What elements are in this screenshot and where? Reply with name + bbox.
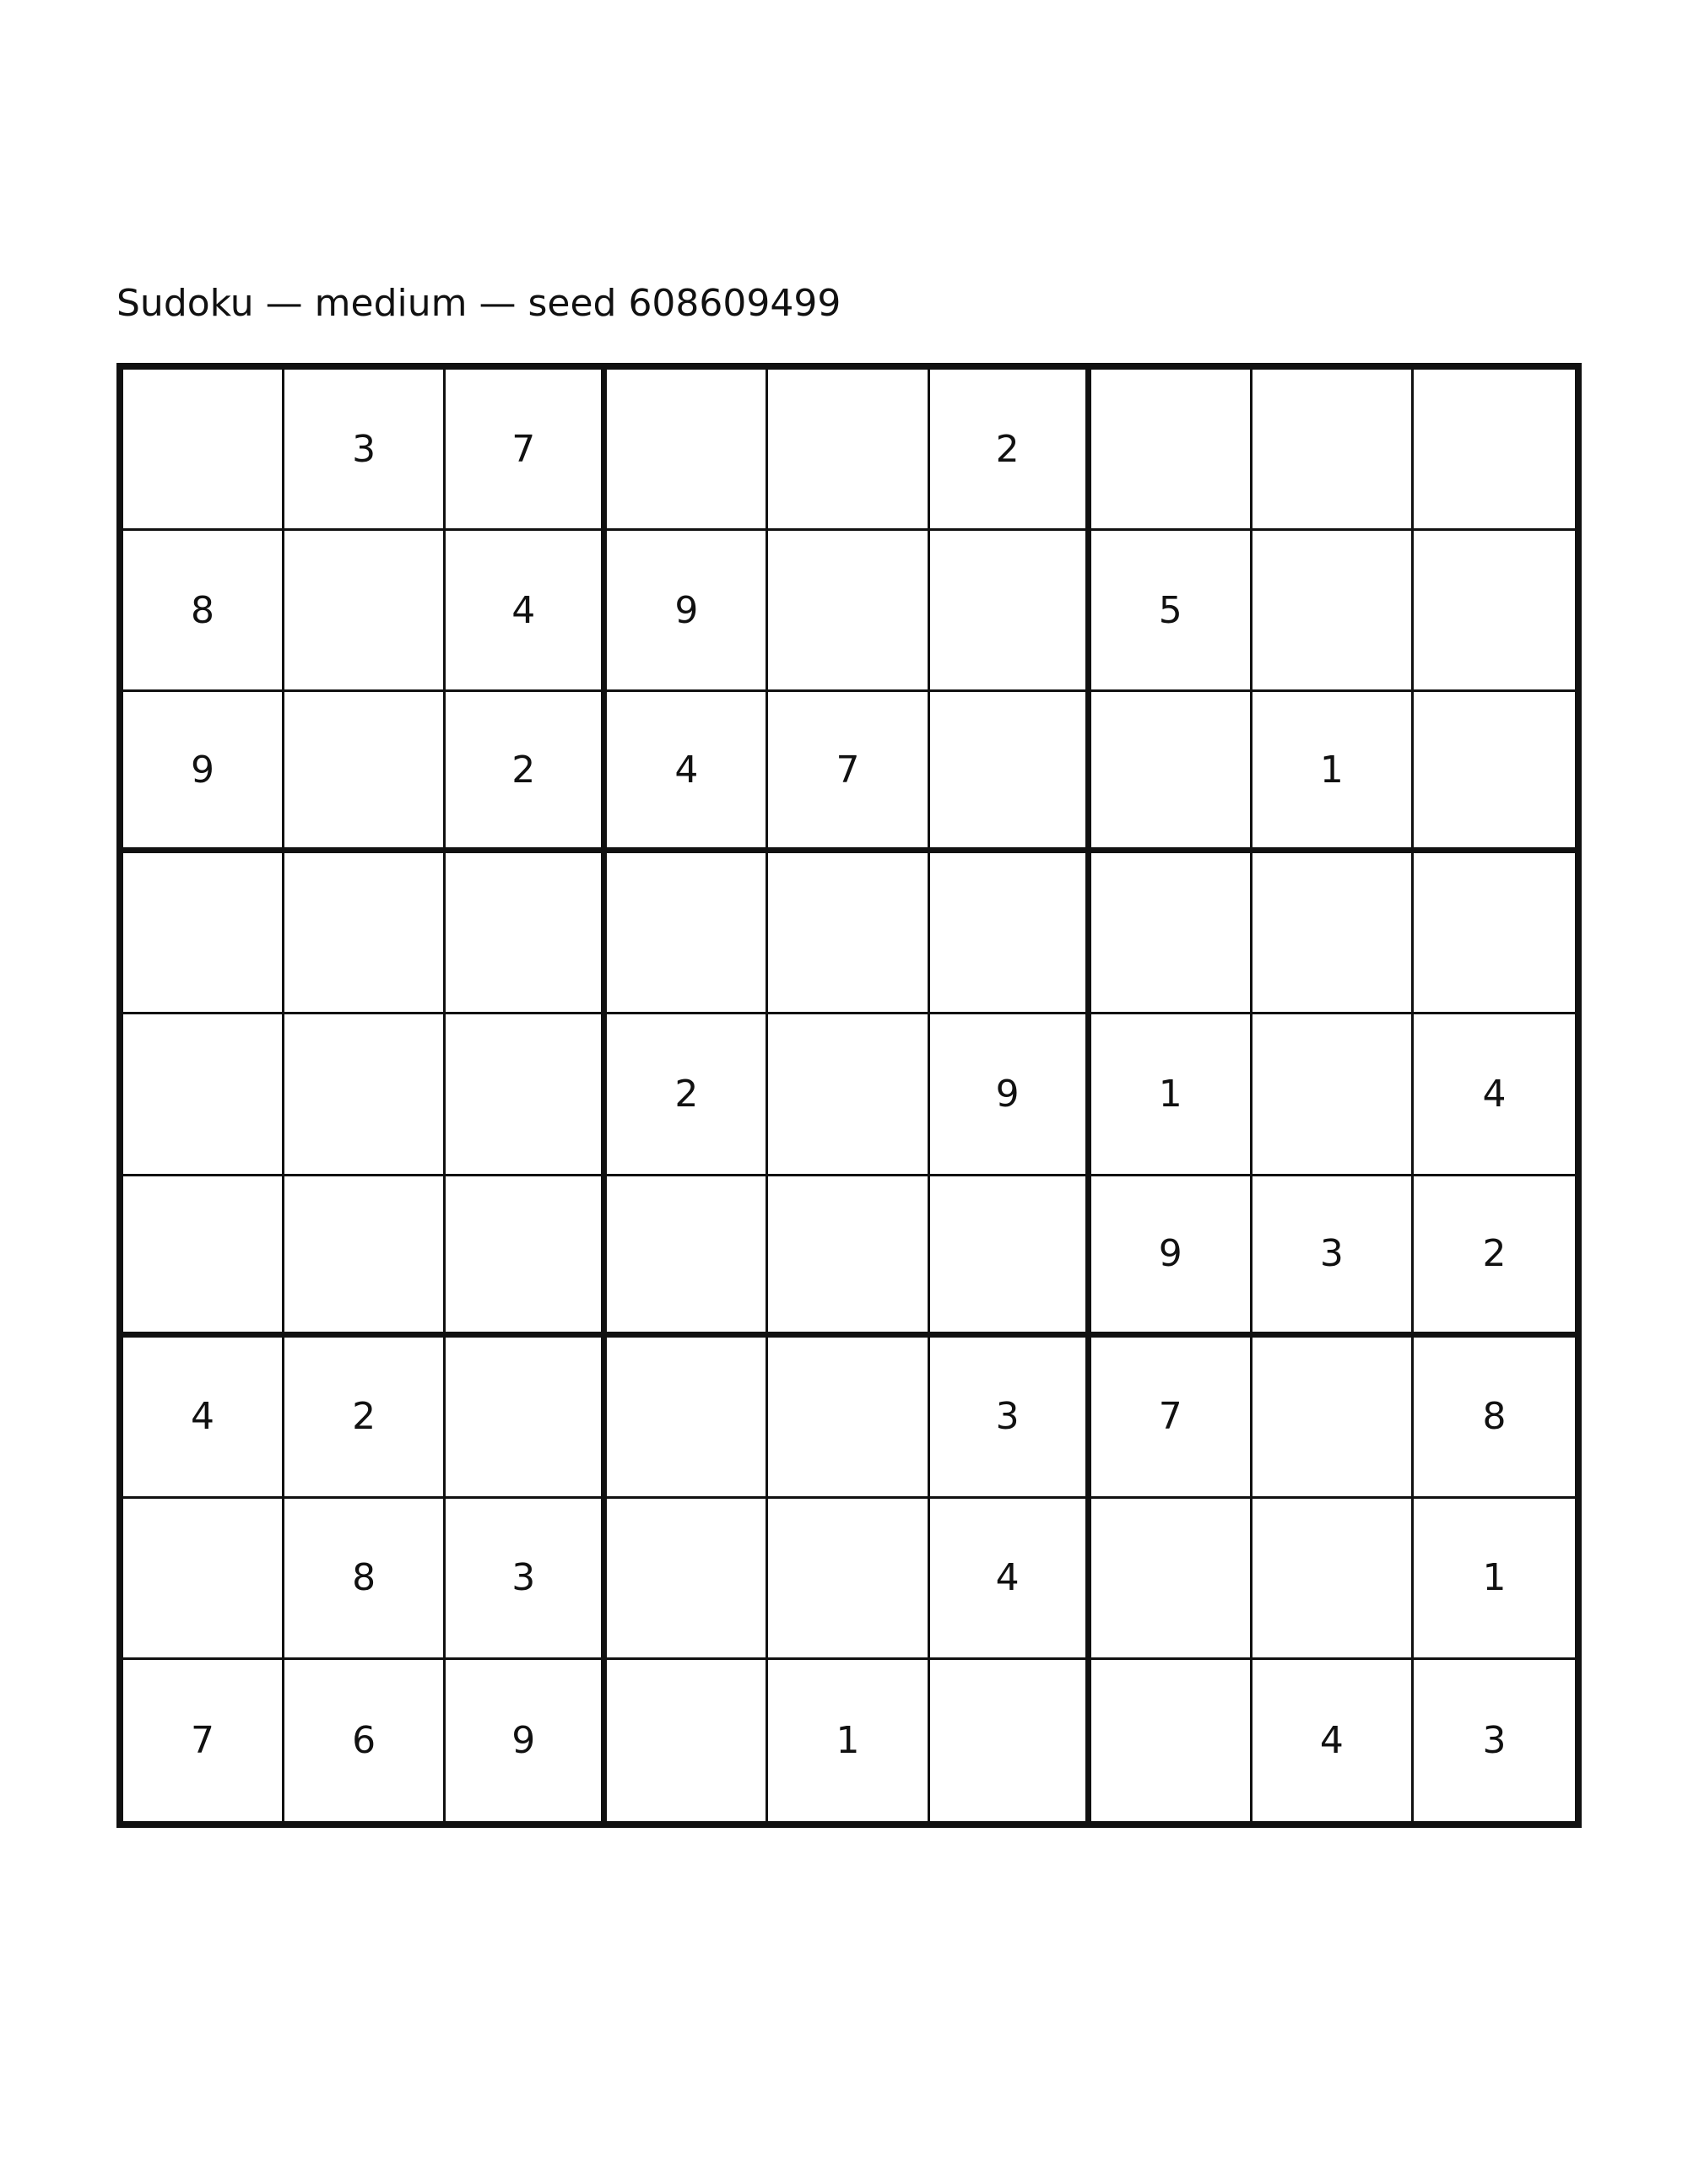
sudoku-cell-r1-c9[interactable]: [1414, 370, 1575, 531]
sudoku-cell-r5-c5[interactable]: [768, 1014, 929, 1176]
sudoku-cell-r3-c9[interactable]: [1414, 692, 1575, 853]
sudoku-cell-r9-c9[interactable]: 3: [1482, 1718, 1507, 1762]
sudoku-cell-r9-c3[interactable]: 9: [446, 1660, 607, 1821]
sudoku-cell-r3-c2[interactable]: [284, 692, 446, 853]
sudoku-cell-r8-c8[interactable]: [1252, 1499, 1414, 1660]
sudoku-cell-r6-c9[interactable]: 2: [1414, 1176, 1575, 1338]
sudoku-cell-r5-c2[interactable]: [284, 1014, 446, 1176]
sudoku-cell-r2-c9[interactable]: [1414, 531, 1575, 692]
sudoku-cell-r6-c7[interactable]: 9: [1091, 1176, 1252, 1338]
sudoku-cell-r1-c3[interactable]: 7: [446, 370, 607, 531]
sudoku-cell-r9-c5[interactable]: 1: [768, 1660, 929, 1821]
sudoku-cell-r2-c5[interactable]: [768, 531, 929, 692]
sudoku-cell-r2-c1[interactable]: 8: [123, 531, 284, 692]
sudoku-cell-r1-c4[interactable]: [607, 370, 768, 531]
sudoku-cell-r2-c8[interactable]: [1252, 531, 1414, 692]
sudoku-cell-r4-c2[interactable]: [284, 853, 446, 1014]
sudoku-cell-r6-c1[interactable]: [123, 1176, 284, 1338]
sudoku-cell-r3-c1[interactable]: 9: [123, 692, 284, 853]
sudoku-cell-r5-c1[interactable]: [123, 1014, 284, 1176]
sudoku-cell-r5-c6[interactable]: 9: [930, 1014, 1091, 1176]
sudoku-cell-r3-c7[interactable]: [1091, 692, 1252, 853]
sudoku-cell-r1-c7[interactable]: [1091, 370, 1252, 531]
sudoku-cell-r1-c6[interactable]: 2: [930, 370, 1091, 531]
sudoku-cell-r6-c6[interactable]: [930, 1176, 1091, 1338]
sudoku-cell-r9-c4[interactable]: [607, 1660, 768, 1821]
sudoku-cell-r4-c5[interactable]: [768, 853, 929, 1014]
sudoku-cell-r3-c8[interactable]: 1: [1252, 692, 1414, 853]
puzzle-title: Sudoku — medium — seed 608609499: [116, 282, 841, 325]
sudoku-cell-r7-c4[interactable]: [607, 1338, 768, 1499]
sudoku-cell-r7-c3[interactable]: [446, 1338, 607, 1499]
sudoku-cell-r2-c2[interactable]: [284, 531, 446, 692]
sudoku-cell-r1-c1[interactable]: [123, 370, 284, 531]
sudoku-cell-r7-c8[interactable]: [1252, 1338, 1414, 1499]
sudoku-cell-r5-c7[interactable]: 1: [1091, 1014, 1252, 1176]
sudoku-cell-r5-c3[interactable]: [446, 1014, 607, 1176]
sudoku-cell-r2-c7[interactable]: 5: [1091, 531, 1252, 692]
sudoku-cell-r8-c2[interactable]: 8: [284, 1499, 446, 1660]
sudoku-cell-r8-c9[interactable]: 1: [1414, 1499, 1575, 1660]
sudoku-cell-r9-c6[interactable]: [930, 1660, 1091, 1821]
sudoku-cell-r2-c3[interactable]: 4: [446, 531, 607, 692]
sudoku-cell-r7-c2[interactable]: 2: [284, 1338, 446, 1499]
sudoku-cell-r7-c6[interactable]: 3: [930, 1338, 1091, 1499]
sudoku-cell-r9-c8[interactable]: 4: [1252, 1660, 1414, 1821]
sudoku-cell-r8-c1[interactable]: [123, 1499, 284, 1660]
sudoku-cell-r1-c5[interactable]: [768, 370, 929, 531]
sudoku-cell-r3-c5[interactable]: 7: [768, 692, 929, 853]
sudoku-cell-r8-c3[interactable]: 3: [446, 1499, 607, 1660]
sudoku-cell-r6-c8[interactable]: 3: [1252, 1176, 1414, 1338]
sudoku-cell-r3-c6[interactable]: [930, 692, 1091, 853]
sudoku-cell-r8-c7[interactable]: [1091, 1499, 1252, 1660]
sudoku-cell-r4-c4[interactable]: [607, 853, 768, 1014]
sudoku-cell-r9-c1[interactable]: 7: [123, 1660, 284, 1821]
sudoku-cell-r7-c5[interactable]: [768, 1338, 929, 1499]
sudoku-cell-r6-c2[interactable]: [284, 1176, 446, 1338]
sudoku-cell-r5-c8[interactable]: [1252, 1014, 1414, 1176]
sudoku-cell-r4-c6[interactable]: [930, 853, 1091, 1014]
sudoku-cell-r4-c8[interactable]: [1252, 853, 1414, 1014]
sudoku-cell-r4-c1[interactable]: [123, 853, 284, 1014]
sudoku-cell-r9-c7[interactable]: [1091, 1660, 1252, 1821]
sudoku-cell-r7-c7[interactable]: 7: [1091, 1338, 1252, 1499]
sudoku-cell-r8-c5[interactable]: [768, 1499, 929, 1660]
sudoku-cell-r8-c4[interactable]: [607, 1499, 768, 1660]
sudoku-board: [116, 363, 1582, 1828]
sudoku-cell-r3-c3[interactable]: 2: [446, 692, 607, 853]
sudoku-cell-r6-c3[interactable]: [446, 1176, 607, 1338]
sudoku-cell-r6-c4[interactable]: [607, 1176, 768, 1338]
sudoku-cell-r4-c3[interactable]: [446, 853, 607, 1014]
sudoku-cell-r1-c8[interactable]: [1252, 370, 1414, 531]
sudoku-cell-r3-c4[interactable]: 4: [607, 692, 768, 853]
sudoku-cell-r9-c2[interactable]: 6: [284, 1660, 446, 1821]
sudoku-cell-r5-c9[interactable]: 4: [1414, 1014, 1575, 1176]
sudoku-cell-r7-c9[interactable]: 8: [1414, 1338, 1575, 1499]
sudoku-cell-r6-c5[interactable]: [768, 1176, 929, 1338]
sudoku-cell-r4-c9[interactable]: [1414, 853, 1575, 1014]
sudoku-cell-r7-c1[interactable]: 4: [123, 1338, 284, 1499]
sudoku-cell-r4-c7[interactable]: [1091, 853, 1252, 1014]
sudoku-cell-r2-c6[interactable]: [930, 531, 1091, 692]
sudoku-cell-r5-c4[interactable]: 2: [607, 1014, 768, 1176]
sudoku-cell-r1-c2[interactable]: 3: [284, 370, 446, 531]
sudoku-cell-r2-c4[interactable]: 9: [607, 531, 768, 692]
sudoku-cell-r8-c6[interactable]: 4: [930, 1499, 1091, 1660]
